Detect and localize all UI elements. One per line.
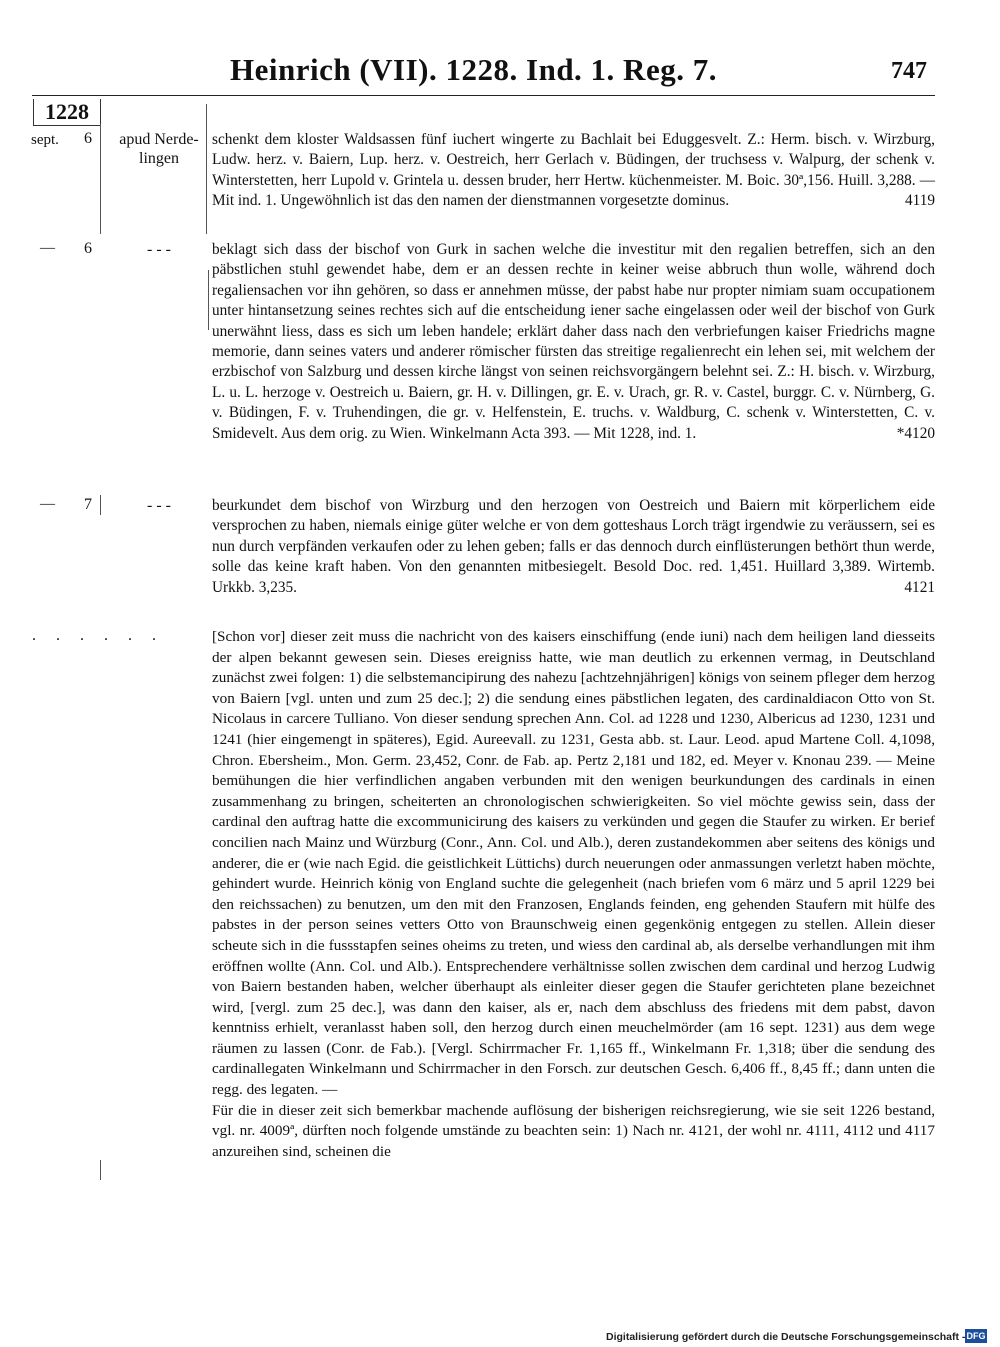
column-divider	[100, 495, 101, 515]
column-divider	[100, 124, 101, 234]
page-header	[0, 52, 1000, 96]
page-number: 747	[891, 58, 927, 84]
entry-month: —	[40, 496, 55, 512]
entry-text	[212, 130, 935, 212]
entry-text	[212, 240, 935, 444]
entry-place: - - -	[147, 241, 171, 258]
column-divider	[208, 270, 209, 330]
commentary-paragraph: Für die in dieser zeit sich bemerkbar machende auflösung der bisherigen reichsregierung, wie sie seit 1226 bestand, vgl. nr. 4009ª, dürften noch folgende umstände zu beachten sein: 1) Nach nr. 4121, der wohl nr. 4111, 4112 und 4117 anzureihen sind, scheinen die	[212, 1101, 935, 1160]
leader-dots: . . . . . .	[32, 627, 164, 644]
entry-month: —	[40, 240, 55, 256]
digitization-credit: Digitalisierung gefördert durch die Deutsche Forschungsgemeinschaft -	[606, 1331, 966, 1343]
running-title: Heinrich (VII). 1228. Ind. 1. Reg. 7.	[230, 52, 717, 87]
entry-day: 7	[84, 496, 92, 513]
entry-text-content: beklagt sich dass der bischof von Gurk in sachen welche die investitur mit den regalien betreffen, sich an den päbstlichen stuhl gewendet habe, dem er an dessen rechte in keiner weise abbruch thun wolle, während doch regaliensachen vor ihn gehören, so dass er annehmen müsse, der pabst habe nur propter nimiam suam occupationem unter hintansetzung seines rechtes sich auf die entscheidung iener sache eingelassen oder weil der bischof von Gurk unerwähnt liess, dass es sich um leben handele; erklärt daher dass nach den verbriefungen kaiser Friedrichs magne memorie, dann seines vaters und anderer römischer fürsten das streitige regalienrecht ein lehen sei, mit welchem der erzbischof von Salzburg und dessen kirche längst von seinen reichsvorgängern belehnt sei. Z.: H. bisch. v. Wirzburg, L. u. L. herzoge v. Oestreich u. Baiern, gr. H. v. Dillingen, gr. E. v. Urach, gr. R. v. Castel, burggr. C. v. Nürnberg, G. v. Büdingen, F. v. Truhendingen, die gr. v. Helfenstein, E. truchs. v. Waldburg, C. schenk v. Winterstetten, C. v. Smidevelt. Aus dem orig. zu Wien. Winkelmann Acta 393. — Mit 1228, ind. 1.	[212, 241, 935, 442]
commentary-text	[212, 627, 935, 1162]
entry-day: 6	[84, 130, 92, 147]
year-box: 1228	[33, 99, 101, 126]
commentary-paragraph: [Schon vor] dieser zeit muss die nachricht von des kaisers einschiffung (ende iuni) nach dem heiligen land diesseits der alpen bekannt gewesen sein. Dieses ereigniss hatte, wie man deutlich zu erkennen vermag, in Deutschland zunächst zwei folgen: 1) die selbstemancipirung des nahezu [achtzehnjährigen] königs von seinem pfleger dem herzog von Baiern [vgl. unten und zum 25 dec.]; 2) die sendung eines päbstlichen legaten, des cardinaldiacon Otto von St. Nicolaus in carcere Tulliano. Von dieser sendung sprechen Ann. Col. ad 1228 und 1230, Albericus ad 1230, 1231 und 1241 (hier eingemengt in späteres), Egid. Aureevall. zu 1231, Gesta abb. st. Laur. Leod. apud Martene Coll. 4,1098, Chron. Ebersheim., Mon. Germ. 23,452, Conr. de Fab. ap. Pertz 2,181 und 182, ed. Meyer v. Knonau 239. — Meine bemühungen die hier verfindlichen angaben verbunden mit den wenigen beurkundungen des cardinals in einen zusammenhang zu bringen, scheiterten an chronologischen schwierigkeiten. So viel möchte gewiss sein, dass der cardinal den auftrag hatte die excommunicirung des kaisers zu verkünden und gegen die Staufer zu wirken. Er berief concilien nach Mainz und Würzburg (Conr., Ann. Col. und Alb.), deren zustandekommen aber seitens des königs und anderer, die er (wie nach Egid. die geistlichkeit Lüttichs) durch neuerungen oder anmassungen verletzt haben möchte, gehindert wurde. Heinrich könig von England suchte die gelegenheit (nach briefen vom 6 märz und 5 april 1229 bei den reichssachen) zu benutzen, um den mit den Franzosen, Englands feinden, eng gehenden Staufern mit hülfe des pabstes in der person seines vetters Otto von Braunschweig einen gegenkönig entgegen zu stellen. Allein dieser scheute sich in die fussstapfen seines oheims zu treten, und wiess den cardinal ab, als derselbe verhandlungen mit ihm eröffnen wollte (Ann. Col. und Alb.). Entsprechendere verhältnisse sollen zwischen dem cardinal und herzog Ludwig von Baiern bestanden haben, welcher überhaupt als einleiter dieser gegen die Staufer gerichteten plane bezeichnet wird, [vergl. zum 25 dec.], was dann den kaiser, als er, nach dem abschluss des friedens mit dem pabst, davon kenntniss erhielt, veranlasst haben soll, den herzog durch einen meuchelmörder (am 16 sept. 1231) aus dem wege räumen zu lassen (Conr. de Fab.). [Vergl. Schirrmacher Fr. 1,165 ff., Winkelmann Fr. 1,318; über die sendung des cardinallegaten Winkelmann und Schirrmacher in den Forsch. zur deutschen Gesch. 6,406 ff., 8,45 ff.; dann unten die regg. des legaten. —	[212, 628, 935, 1099]
entry-month: sept.	[31, 132, 59, 148]
entry-number: 4119	[904, 192, 935, 210]
entry-text-content: schenkt dem kloster Waldsassen fünf iuchert wingerte zu Bachlait bei Eduggesvelt. Z.: Herm. bisch. v. Wirzburg, Ludw. herz. v. Baiern, Lup. herz. v. Oestreich, herr Gerlach v. Büdingen, der truchsess v. Walpurg, der schenk v. Winterstetten, herr Lupold v. Grintela u. dessen bruder, herr Hertw. küchenmeister. M. Boic. 30ª,156. Huill. 3,288. — Mit ind. 1. Ungewöhnlich ist das den namen der dienstmannen vorgesetzte dominus.	[212, 131, 935, 210]
entry-day: 6	[84, 240, 92, 257]
entry-place: apud Nerde-lingen	[119, 131, 199, 167]
entry-number: 4121	[904, 578, 935, 596]
column-divider	[206, 104, 207, 234]
column-divider	[100, 1160, 101, 1180]
entry-place: - - -	[147, 497, 171, 514]
dfg-logo: DFG	[966, 1331, 986, 1341]
entry-number: *4120	[896, 424, 935, 442]
entry-text-content: beurkundet dem bischof von Wirzburg und den herzogen von Oestreich und Baiern mit körperlichem eide versprochen zu haben, niemals einige güter welche er von dem gotteshaus Lorch trägt irgendwie zu veräussern, sei es nun durch verpfänden verkaufen oder zu lehen geben; falls er das dennoch durch einflüsterungen bethört thun werde, solle das keine kraft haben. Von den genannten mitbesiegelt. Besold Doc. red. 1,451. Huillard 3,389. Wirtemb. Urkkb. 3,235.	[212, 497, 935, 596]
entry-text	[212, 496, 935, 598]
header-rule	[32, 95, 935, 96]
